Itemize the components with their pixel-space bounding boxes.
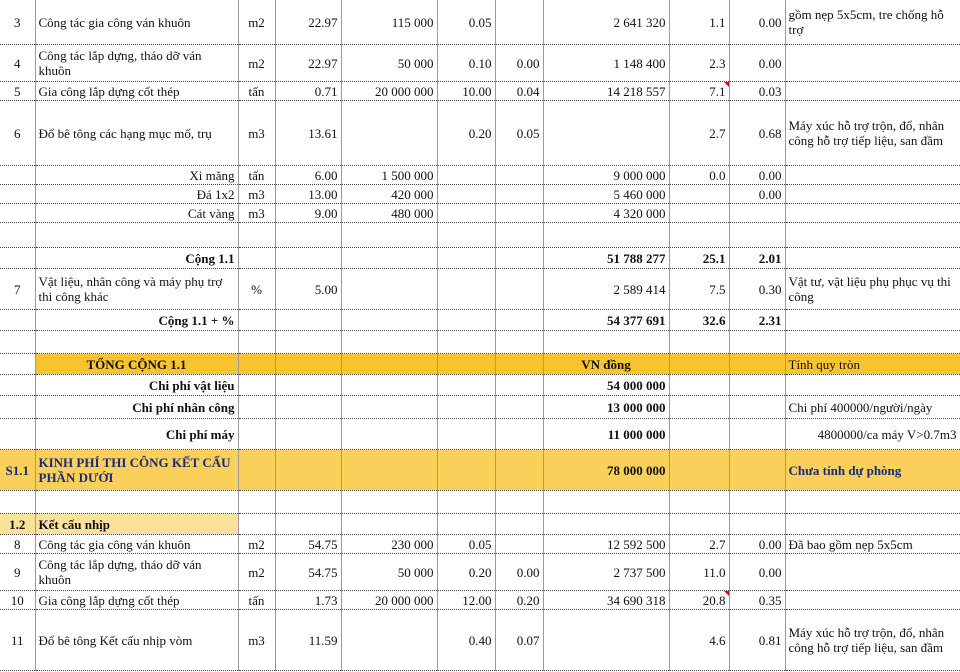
cell-labor[interactable]: 12.00 [437, 591, 495, 610]
cell-amount[interactable]: 54 377 691 [543, 310, 669, 331]
cell-unit-price[interactable] [341, 101, 437, 166]
cell-note[interactable] [785, 45, 960, 82]
cell-labor-days[interactable]: 1.1 [669, 0, 729, 45]
cell-quantity[interactable]: 13.00 [275, 185, 341, 204]
cell-unit[interactable]: tấn [238, 591, 275, 610]
cell-machine[interactable]: 0.05 [495, 101, 543, 166]
cell-amount[interactable]: 2 641 320 [543, 0, 669, 45]
cell-note[interactable]: Tính quy tròn [785, 354, 960, 375]
cell-amount[interactable]: 1 148 400 [543, 45, 669, 82]
cell-stt[interactable] [0, 185, 35, 204]
cell-machine-shifts[interactable] [729, 419, 785, 450]
cell-machine-shifts[interactable]: 0.00 [729, 45, 785, 82]
cell-unit-price[interactable] [341, 223, 437, 248]
cell-item[interactable]: Cộng 1.1 + % [35, 310, 238, 331]
cell-machine[interactable] [495, 491, 543, 514]
cell-amount[interactable]: VN đồng [543, 354, 669, 375]
cell-unit-price[interactable] [341, 310, 437, 331]
cell-labor-days[interactable]: 2.7 [669, 535, 729, 554]
cell-stt[interactable]: 6 [0, 101, 35, 166]
cell-quantity[interactable] [275, 450, 341, 491]
cell-unit[interactable]: m2 [238, 535, 275, 554]
cell-labor[interactable] [437, 269, 495, 310]
table-row [0, 310, 960, 331]
cell-note[interactable]: Máy xúc hỗ trợ trộn, đổ, nhân công hỗ trợ tiếp liệu, san đầm [785, 610, 960, 671]
cell-machine[interactable]: 0.07 [495, 610, 543, 671]
cell-labor[interactable] [437, 223, 495, 248]
cell-amount[interactable]: 5 460 000 [543, 185, 669, 204]
cell-machine[interactable] [495, 166, 543, 185]
cell-amount[interactable] [543, 101, 669, 166]
cell-machine-shifts[interactable]: 2.01 [729, 248, 785, 269]
cell-quantity[interactable]: 54.75 [275, 535, 341, 554]
cell-unit-price[interactable] [341, 269, 437, 310]
cell-quantity[interactable]: 22.97 [275, 45, 341, 82]
cell-note[interactable] [785, 514, 960, 535]
cell-stt[interactable] [0, 166, 35, 185]
cell-labor[interactable] [437, 419, 495, 450]
cell-amount[interactable]: 4 320 000 [543, 204, 669, 223]
cell-note[interactable] [785, 166, 960, 185]
cell-machine[interactable] [495, 331, 543, 354]
cell-unit[interactable] [238, 354, 275, 375]
cell-item[interactable]: Đổ bê tông Kết cấu nhịp vòm [35, 610, 238, 671]
cell-machine[interactable]: 0.00 [495, 45, 543, 82]
cell-machine-shifts[interactable]: 0.00 [729, 554, 785, 591]
cell-quantity[interactable] [275, 310, 341, 331]
cell-labor-days[interactable] [669, 354, 729, 375]
cell-machine-shifts[interactable] [729, 491, 785, 514]
cell-note[interactable]: gồm nẹp 5x5cm, tre chống hỗ trợ [785, 0, 960, 45]
cell-item[interactable]: Chi phí vật liệu [35, 375, 238, 396]
cell-stt[interactable]: 7 [0, 269, 35, 310]
cell-amount[interactable]: 14 218 557 [543, 82, 669, 101]
table-row [0, 554, 960, 591]
table-row [0, 166, 960, 185]
cell-stt[interactable] [0, 223, 35, 248]
cell-machine[interactable] [495, 375, 543, 396]
cell-labor[interactable] [437, 310, 495, 331]
cell-machine[interactable]: 0.00 [495, 554, 543, 591]
cell-machine[interactable] [495, 535, 543, 554]
cell-note[interactable] [785, 310, 960, 331]
cell-labor[interactable]: 0.40 [437, 610, 495, 671]
cell-item[interactable]: KINH PHÍ THI CÔNG KẾT CẤU PHẦN DƯỚI [35, 450, 238, 491]
cell-stt[interactable] [0, 354, 35, 375]
cell-stt[interactable] [0, 419, 35, 450]
cell-machine[interactable]: 0.04 [495, 82, 543, 101]
cell-labor-days[interactable]: 0.0 [669, 166, 729, 185]
cell-unit[interactable]: m3 [238, 185, 275, 204]
cell-quantity[interactable]: 1.73 [275, 591, 341, 610]
cell-labor-days[interactable] [669, 514, 729, 535]
cell-amount[interactable]: 2 589 414 [543, 269, 669, 310]
table-row [0, 591, 960, 610]
cell-machine-shifts[interactable]: 0.03 [729, 82, 785, 101]
cell-labor[interactable] [437, 491, 495, 514]
cell-machine-shifts[interactable]: 0.00 [729, 0, 785, 45]
table-row [0, 0, 960, 45]
cell-item[interactable]: Chi phí máy [35, 419, 238, 450]
cell-item[interactable]: Công tác lắp dựng, tháo dỡ ván khuôn [35, 554, 238, 591]
table-row [0, 331, 960, 354]
cell-labor[interactable]: 0.20 [437, 554, 495, 591]
cell-item[interactable] [35, 491, 238, 514]
cell-quantity[interactable]: 5.00 [275, 269, 341, 310]
cell-unit[interactable] [238, 331, 275, 354]
cell-quantity[interactable]: 13.61 [275, 101, 341, 166]
cell-item[interactable]: Chi phí nhân công [35, 396, 238, 419]
cell-labor-days[interactable] [669, 396, 729, 419]
cell-amount[interactable]: 2 737 500 [543, 554, 669, 591]
cell-stt[interactable]: 9 [0, 554, 35, 591]
cell-unit[interactable]: m2 [238, 554, 275, 591]
table-row [0, 535, 960, 554]
cell-item[interactable]: Đá 1x2 [35, 185, 238, 204]
cell-quantity[interactable]: 0.71 [275, 82, 341, 101]
cell-note[interactable]: 4800000/ca máy V>0.7m3 [785, 419, 960, 450]
cell-stt[interactable]: S1.1 [0, 450, 35, 491]
cell-labor-days[interactable]: 4.6 [669, 610, 729, 671]
table-row [0, 610, 960, 671]
cell-item[interactable]: Công tác gia công ván khuôn [35, 0, 238, 45]
cell-quantity[interactable]: 9.00 [275, 204, 341, 223]
table-row [0, 491, 960, 514]
cell-labor[interactable] [437, 450, 495, 491]
cell-amount[interactable] [543, 331, 669, 354]
cell-unit-price[interactable]: 420 000 [341, 185, 437, 204]
cell-amount[interactable] [543, 491, 669, 514]
cell-labor-days[interactable]: 7.5 [669, 269, 729, 310]
cell-machine[interactable] [495, 204, 543, 223]
cell-quantity[interactable] [275, 354, 341, 375]
cell-labor[interactable]: 0.05 [437, 535, 495, 554]
cell-item[interactable] [35, 223, 238, 248]
cell-stt[interactable] [0, 491, 35, 514]
cell-amount[interactable]: 34 690 318 [543, 591, 669, 610]
cell-unit[interactable]: tấn [238, 82, 275, 101]
cell-machine[interactable] [495, 310, 543, 331]
cell-unit-price[interactable] [341, 450, 437, 491]
table-row [0, 269, 960, 310]
table-row [0, 45, 960, 82]
cell-note[interactable] [785, 331, 960, 354]
cell-labor[interactable] [437, 248, 495, 269]
cell-unit-price[interactable]: 115 000 [341, 0, 437, 45]
cell-machine-shifts[interactable]: 0.81 [729, 610, 785, 671]
cell-stt[interactable]: 8 [0, 535, 35, 554]
cell-amount[interactable]: 13 000 000 [543, 396, 669, 419]
cell-unit[interactable]: m2 [238, 0, 275, 45]
cell-labor[interactable] [437, 375, 495, 396]
cell-labor[interactable] [437, 166, 495, 185]
table-row [0, 375, 960, 396]
table-row [0, 204, 960, 223]
cell-labor-days[interactable] [669, 491, 729, 514]
cell-machine-shifts[interactable] [729, 450, 785, 491]
cell-stt[interactable]: 4 [0, 45, 35, 82]
cell-item[interactable]: Vật liệu, nhân công và máy phụ trợ thi công khác [35, 269, 238, 310]
cell-unit[interactable] [238, 310, 275, 331]
cell-item[interactable]: Công tác gia công ván khuôn [35, 535, 238, 554]
cell-unit[interactable] [238, 248, 275, 269]
cell-stt[interactable]: 3 [0, 0, 35, 45]
cell-quantity[interactable]: 22.97 [275, 0, 341, 45]
cell-machine[interactable] [495, 354, 543, 375]
cell-machine-shifts[interactable]: 0.00 [729, 535, 785, 554]
table-row [0, 396, 960, 419]
cell-machine-shifts[interactable]: 2.31 [729, 310, 785, 331]
cell-machine[interactable] [495, 0, 543, 45]
cell-labor[interactable] [437, 396, 495, 419]
cell-amount[interactable]: 9 000 000 [543, 166, 669, 185]
cell-note[interactable] [785, 375, 960, 396]
cell-quantity[interactable] [275, 248, 341, 269]
cell-note[interactable]: Máy xúc hỗ trợ trộn, đổ, nhân công hỗ trợ tiếp liệu, san đầm [785, 101, 960, 166]
cell-unit[interactable] [238, 450, 275, 491]
cell-labor-days[interactable]: 2.3 [669, 45, 729, 82]
cell-unit-price[interactable]: 1 500 000 [341, 166, 437, 185]
cell-unit[interactable]: m2 [238, 45, 275, 82]
cell-machine[interactable] [495, 419, 543, 450]
table-row [0, 223, 960, 248]
cell-amount[interactable]: 12 592 500 [543, 535, 669, 554]
cell-note[interactable] [785, 491, 960, 514]
cell-item[interactable] [35, 331, 238, 354]
table-row [0, 450, 960, 491]
cell-labor[interactable]: 0.05 [437, 0, 495, 45]
cell-unit[interactable]: tấn [238, 166, 275, 185]
cell-labor-days[interactable]: 20.8 [669, 591, 729, 610]
cell-machine-shifts[interactable]: 0.35 [729, 591, 785, 610]
cell-stt[interactable] [0, 248, 35, 269]
cell-unit-price[interactable]: 480 000 [341, 204, 437, 223]
cell-unit[interactable] [238, 514, 275, 535]
cell-note[interactable]: Đã bao gồm nẹp 5x5cm [785, 535, 960, 554]
cell-stt[interactable]: 10 [0, 591, 35, 610]
cell-unit[interactable] [238, 396, 275, 419]
cell-item[interactable]: Kết cấu nhịp [35, 514, 238, 535]
cell-machine-shifts[interactable] [729, 514, 785, 535]
cell-note[interactable]: Chi phí 400000/người/ngày [785, 396, 960, 419]
cell-note[interactable] [785, 591, 960, 610]
cell-stt[interactable] [0, 375, 35, 396]
cell-note[interactable] [785, 248, 960, 269]
cell-unit[interactable] [238, 491, 275, 514]
cell-item[interactable]: Gia công lắp dựng cốt thép [35, 591, 238, 610]
cell-quantity[interactable] [275, 514, 341, 535]
cell-stt[interactable] [0, 204, 35, 223]
cell-machine-shifts[interactable] [729, 331, 785, 354]
cell-unit-price[interactable] [341, 331, 437, 354]
table-row [0, 419, 960, 450]
cell-labor-days[interactable] [669, 223, 729, 248]
cell-item[interactable]: Xi măng [35, 166, 238, 185]
cell-note[interactable] [785, 185, 960, 204]
cell-machine-shifts[interactable] [729, 223, 785, 248]
cell-item[interactable]: TỔNG CỘNG 1.1 [35, 354, 238, 375]
cell-stt[interactable] [0, 396, 35, 419]
cell-amount[interactable]: 51 788 277 [543, 248, 669, 269]
cell-amount[interactable] [543, 223, 669, 248]
cell-labor-days[interactable]: 11.0 [669, 554, 729, 591]
table-row [0, 354, 960, 375]
cell-note[interactable]: Chưa tính dự phòng [785, 450, 960, 491]
cell-machine-shifts[interactable]: 0.68 [729, 101, 785, 166]
cell-unit-price[interactable] [341, 396, 437, 419]
cell-labor-days[interactable] [669, 450, 729, 491]
cell-stt[interactable]: 5 [0, 82, 35, 101]
cell-labor[interactable] [437, 514, 495, 535]
cell-amount[interactable]: 78 000 000 [543, 450, 669, 491]
cell-machine[interactable] [495, 185, 543, 204]
cell-unit[interactable] [238, 419, 275, 450]
cell-labor-days[interactable]: 7.1 [669, 82, 729, 101]
cell-unit-price[interactable]: 20 000 000 [341, 591, 437, 610]
cell-machine-shifts[interactable] [729, 354, 785, 375]
cell-machine[interactable] [495, 450, 543, 491]
cell-amount[interactable]: 11 000 000 [543, 419, 669, 450]
cell-unit-price[interactable] [341, 354, 437, 375]
cell-unit-price[interactable] [341, 248, 437, 269]
cell-labor-days[interactable] [669, 375, 729, 396]
cell-unit[interactable]: m3 [238, 204, 275, 223]
cell-unit-price[interactable] [341, 610, 437, 671]
cell-labor-days[interactable] [669, 419, 729, 450]
cell-unit-price[interactable] [341, 419, 437, 450]
cell-unit-price[interactable]: 20 000 000 [341, 82, 437, 101]
cell-quantity[interactable]: 6.00 [275, 166, 341, 185]
cell-machine[interactable]: 0.20 [495, 591, 543, 610]
cell-unit[interactable]: m3 [238, 101, 275, 166]
cell-labor[interactable] [437, 204, 495, 223]
cell-labor[interactable] [437, 331, 495, 354]
cell-unit[interactable]: % [238, 269, 275, 310]
cell-labor-days[interactable] [669, 331, 729, 354]
cell-quantity[interactable] [275, 419, 341, 450]
cell-item[interactable]: Cộng 1.1 [35, 248, 238, 269]
cell-stt[interactable] [0, 310, 35, 331]
cell-stt[interactable]: 11 [0, 610, 35, 671]
cell-labor[interactable]: 0.20 [437, 101, 495, 166]
cell-labor-days[interactable] [669, 204, 729, 223]
cell-quantity[interactable]: 54.75 [275, 554, 341, 591]
cell-quantity[interactable] [275, 223, 341, 248]
cell-unit[interactable]: m3 [238, 610, 275, 671]
cell-amount[interactable] [543, 514, 669, 535]
cell-amount[interactable]: 54 000 000 [543, 375, 669, 396]
cell-labor[interactable]: 10.00 [437, 82, 495, 101]
cell-amount[interactable] [543, 610, 669, 671]
cell-quantity[interactable]: 11.59 [275, 610, 341, 671]
cell-stt[interactable] [0, 331, 35, 354]
cell-machine[interactable] [495, 269, 543, 310]
cell-machine-shifts[interactable]: 0.00 [729, 185, 785, 204]
table-row [0, 185, 960, 204]
cell-unit-price[interactable] [341, 375, 437, 396]
cell-machine-shifts[interactable] [729, 204, 785, 223]
cell-quantity[interactable] [275, 331, 341, 354]
cell-labor-days[interactable]: 25.1 [669, 248, 729, 269]
cell-note[interactable]: Vật tư, vật liệu phụ phục vụ thi công [785, 269, 960, 310]
cell-unit-price[interactable]: 50 000 [341, 45, 437, 82]
cell-machine[interactable] [495, 248, 543, 269]
cell-machine[interactable] [495, 223, 543, 248]
cell-item[interactable]: Gia công lắp dựng cốt thép [35, 82, 238, 101]
cell-unit[interactable] [238, 375, 275, 396]
cell-machine[interactable] [495, 514, 543, 535]
cell-labor[interactable]: 0.10 [437, 45, 495, 82]
cell-unit-price[interactable] [341, 514, 437, 535]
cell-unit-price[interactable] [341, 491, 437, 514]
table-row [0, 248, 960, 269]
cell-note[interactable] [785, 82, 960, 101]
table-row [0, 101, 960, 166]
cell-quantity[interactable] [275, 375, 341, 396]
cell-unit[interactable] [238, 223, 275, 248]
cell-item[interactable]: Công tác lắp dựng, tháo dỡ ván khuôn [35, 45, 238, 82]
cell-labor[interactable] [437, 354, 495, 375]
cell-item[interactable]: Đổ bê tông các hạng mục mố, trụ [35, 101, 238, 166]
cell-note[interactable] [785, 223, 960, 248]
cell-quantity[interactable] [275, 396, 341, 419]
cell-machine-shifts[interactable] [729, 375, 785, 396]
cell-labor[interactable] [437, 185, 495, 204]
cell-stt[interactable]: 1.2 [0, 514, 35, 535]
cell-item[interactable]: Cát vàng [35, 204, 238, 223]
table-row [0, 82, 960, 101]
cell-labor-days[interactable]: 2.7 [669, 101, 729, 166]
cell-machine-shifts[interactable]: 0.00 [729, 166, 785, 185]
cell-machine-shifts[interactable]: 0.30 [729, 269, 785, 310]
cell-machine-shifts[interactable] [729, 396, 785, 419]
cell-labor-days[interactable] [669, 185, 729, 204]
cell-machine[interactable] [495, 396, 543, 419]
table-row [0, 514, 960, 535]
cell-unit-price[interactable]: 230 000 [341, 535, 437, 554]
cell-unit-price[interactable]: 50 000 [341, 554, 437, 591]
cell-note[interactable] [785, 204, 960, 223]
cell-labor-days[interactable]: 32.6 [669, 310, 729, 331]
cell-note[interactable] [785, 554, 960, 591]
cell-quantity[interactable] [275, 491, 341, 514]
